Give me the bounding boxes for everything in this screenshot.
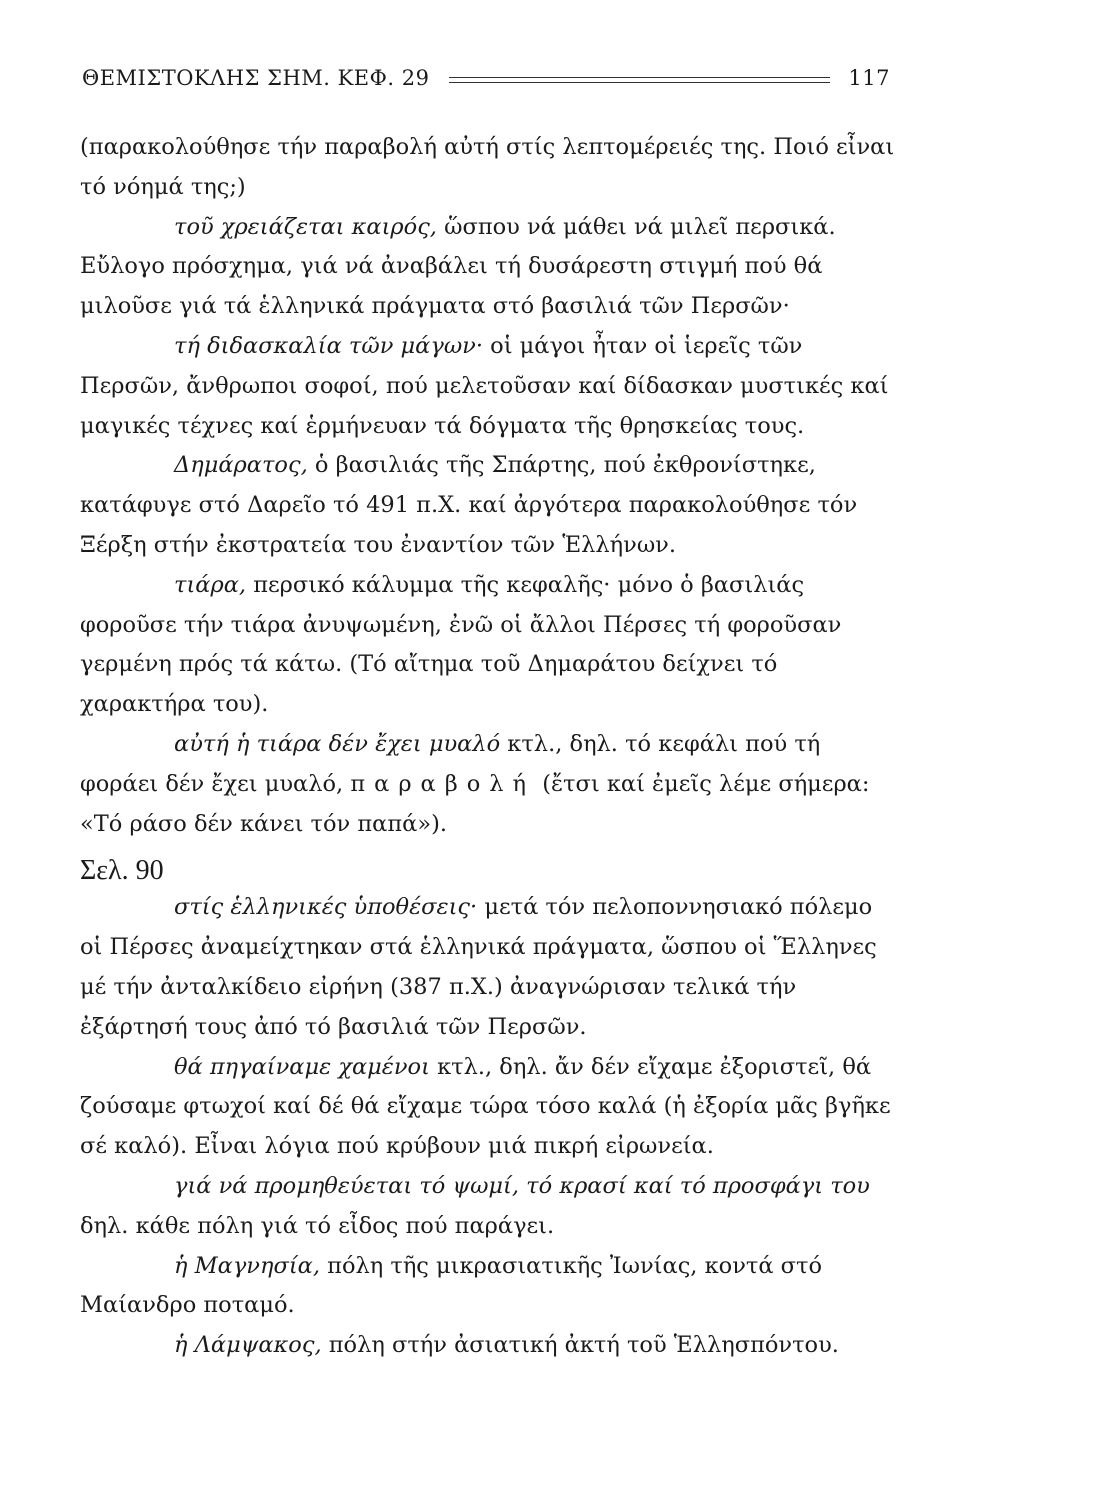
note-lemma: γιά νά προμηθεύεται τό ψωμί, τό κρασί καί τό προσφάγι του (174, 1172, 870, 1199)
commentary-body (80, 128, 898, 1366)
section-heading: Σελ. 90 (80, 855, 164, 887)
note-text: δηλ. κάθε πόλη γιά τό εἶδος πού παράγει. (80, 1212, 555, 1239)
note-lemma: θά πηγαίναμε χαμένοι (174, 1053, 430, 1080)
note-text: ὁ βασιλιάς τῆς Σπάρτης, πού ἐκθρονίστηκε, κατάφυγε στό Δαρεῖο τό 491 π.Χ. καί ἀργότερα παρακολούθησε τόν Ξέρξη στήν ἐκστρατεία του ἐναντίον τῶν Ἑλλήνων. (80, 452, 858, 558)
note-paragraph (80, 1247, 898, 1327)
spaced-emphasis: παραβολή (350, 770, 536, 797)
note-paragraph (80, 888, 898, 1047)
note-paragraph (80, 208, 898, 327)
note-lemma: τοῦ χρειάζεται καιρός, (174, 213, 437, 240)
note-text: πόλη στήν ἀσιατική ἀκτή τοῦ Ἑλλησπόντου. (321, 1332, 839, 1359)
note-text: (παρακολούθησε τήν παραβολή αὐτή στίς λεπτομέρειές της. Ποιό εἶναι τό νόημά της;) (80, 134, 895, 200)
note-text: (ἔτσι καί ἐμεῖς λέμε σήμερα: «Τό ράσο δέν κάνει τόν παπά»). (80, 770, 870, 837)
note-paragraph (80, 1167, 898, 1247)
running-title: ΘΕΜΙΣΤΟΚΛΗΣ ΣΗΜ. ΚΕΦ. 29 (82, 66, 430, 90)
note-lemma: ἡ Λάμψακος, (174, 1332, 322, 1359)
note-paragraph (80, 446, 898, 565)
running-header (82, 58, 890, 98)
note-paragraph (80, 1048, 898, 1167)
note-text: περσικό κάλυμμα τῆς κεφαλῆς· μόνο ὁ βασιλιάς φοροῦσε τήν τιάρα ἀνυψωμένη, ἐνῶ οἱ ἄλλοι Πέρσες τή φοροῦσαν γερμένη πρός τά κάτω. (Τό αἴτημα τοῦ Δημαράτου δείχνει τό χαρακτήρα του). (80, 571, 842, 718)
note-lemma: ἡ Μαγνησία, (174, 1252, 320, 1279)
note-text: μετά τόν πελοποννησιακό πόλεμο οἱ Πέρσες ἀναμείχτηκαν στά ἑλληνικά πράγματα, ὥσπου οἱ Ἕλληνες μέ τήν ἀνταλκίδειο εἰρήνη (387 π.Χ.) ἀναγνώρισαν τελικά τήν ἐξάρτησή τους ἀπό τό βασιλιά τῶν Περσῶν. (80, 894, 877, 1040)
note-paragraph (80, 725, 898, 844)
note-text: ὥσπου νά μάθει νά μιλεῖ περσικά. Εὔλογο πρόσχημα, γιά νά ἀναβάλει τή δυσάρεστη στιγμή πού θά μιλοῦσε γιά τά ἑλληνικά πράγματα στό βασιλιά τῶν Περσῶν· (80, 213, 836, 320)
note-lemma: τή διδασκαλία τῶν μάγων· (174, 332, 483, 359)
note-text: κτλ., δηλ. τό κεφάλι πού τή φοράει δέν ἔχει μυαλό, (80, 730, 821, 797)
header-double-rule (449, 77, 830, 83)
page-number: 117 (848, 66, 890, 90)
note-paragraph (80, 128, 898, 208)
note-paragraph (80, 1326, 898, 1366)
note-lemma: τιάρα, (174, 571, 247, 598)
note-text: πόλη τῆς μικρασιατικῆς Ἰωνίας, κοντά στό Μαίανδρο ποταμό. (80, 1252, 823, 1319)
note-lemma: Δημάρατος, (174, 452, 308, 479)
note-lemma: αὐτή ἡ τιάρα δέν ἔχει μυαλό (174, 730, 501, 757)
note-lemma: στίς ἑλληνικές ὑποθέσεις· (174, 894, 478, 921)
note-text: οἱ μάγοι ἦταν οἱ ἱερεῖς τῶν Περσῶν, ἄνθρωποι σοφοί, πού μελετοῦσαν καί δίδασκαν μυστικές καί μαγικές τέχνες καί ἑρμήνευαν τά δόγματα τῆς θρησκείας τους. (80, 332, 889, 439)
note-paragraph (80, 566, 898, 725)
note-paragraph (80, 327, 898, 446)
note-text: κτλ., δηλ. ἄν δέν εἴχαμε ἐξοριστεῖ, θά ζούσαμε φτωχοί καί δέ θά εἴχαμε τώρα τόσο καλά (ἡ ἐξορία μᾶς βγῆκε σέ καλό). Εἶναι λόγια πού κρύβουν μιά πικρή εἰρωνεία. (80, 1053, 891, 1160)
